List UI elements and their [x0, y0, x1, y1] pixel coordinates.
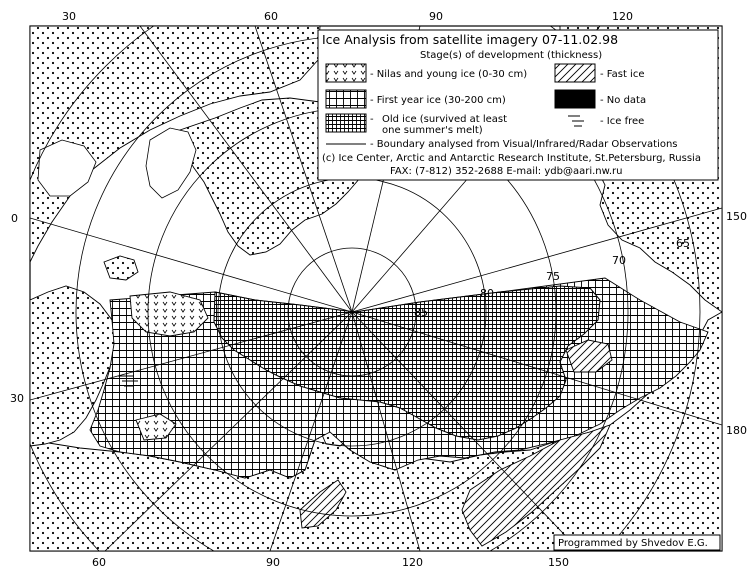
no-data-swatch-icon — [555, 90, 595, 108]
lon-right-180: 180 — [726, 424, 747, 437]
lon-bottom-150: 150 — [548, 556, 569, 569]
old-ice-pattern-icon — [326, 114, 366, 132]
lon-top-120: 120 — [612, 10, 633, 23]
legend-old-label-1: Old ice (survived at least — [382, 114, 508, 125]
lon-top-90: 90 — [429, 10, 443, 23]
lon-bottom-120: 120 — [402, 556, 423, 569]
fast-ice-pattern-icon — [555, 64, 595, 82]
legend-title: Ice Analysis from satellite imagery 07-11.02.98 — [322, 32, 619, 47]
lon-left-0: 0 — [11, 212, 18, 225]
legend-first-year-label: - First year ice (30-200 cm) — [370, 95, 506, 106]
lat-label-85: 85 — [414, 306, 428, 319]
footer-credit: Programmed by Shvedov E.G. — [558, 538, 708, 549]
legend-credit: (c) Ice Center, Arctic and Antarctic Research Institute, St.Petersburg, Russia — [322, 153, 701, 164]
lon-top-30: 30 — [62, 10, 76, 23]
lon-left-30: 30 — [10, 392, 24, 405]
legend-contact: FAX: (7-812) 352-2688 E-mail: ydb@aari.nw.ru — [390, 166, 623, 177]
lon-bottom-90: 90 — [266, 556, 280, 569]
lat-label-70: 70 — [612, 254, 626, 267]
lat-label-75: 75 — [546, 270, 560, 283]
lat-label-80: 80 — [480, 287, 494, 300]
legend-fast-label: - Fast ice — [600, 69, 645, 80]
legend-nilas-label: - Nilas and young ice (0-30 cm) — [370, 69, 528, 80]
legend — [318, 30, 718, 180]
lat-label-65: 65 — [676, 237, 690, 250]
first-year-pattern-icon — [326, 90, 366, 108]
lon-right-150: 150 — [726, 210, 747, 223]
legend-subtitle: Stage(s) of development (thickness) — [420, 50, 603, 61]
lon-top-60: 60 — [264, 10, 278, 23]
legend-ice-free-label: - Ice free — [600, 116, 645, 127]
legend-boundary-label: - Boundary analysed from Visual/Infrared/Radar Observations — [370, 139, 678, 150]
legend-old-dash: - — [370, 114, 374, 125]
legend-no-data-label: - No data — [600, 95, 647, 106]
nilas-pattern-icon — [326, 64, 366, 82]
legend-old-label-2: one summer's melt) — [382, 125, 483, 136]
lon-bottom-60: 60 — [92, 556, 106, 569]
